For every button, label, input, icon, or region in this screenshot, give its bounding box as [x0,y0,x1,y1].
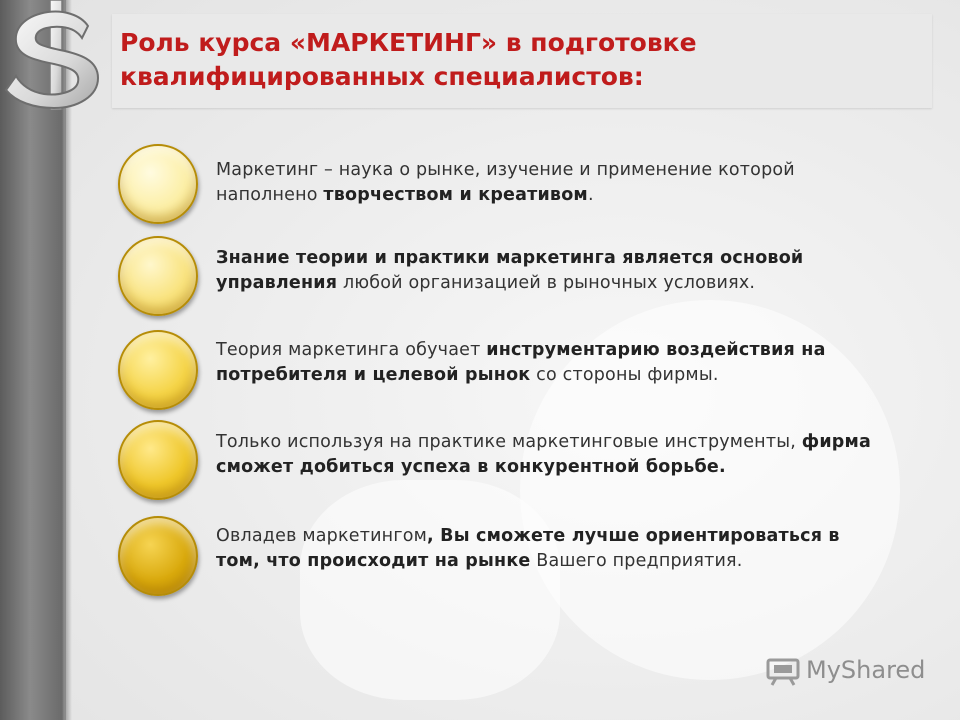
list-item [118,236,918,326]
watermark-logo [766,654,926,690]
bullet-circle-icon [118,420,198,500]
item-text [216,338,876,388]
item-text-bold: , Вы сможете лучше ориентироваться в том, что происходит на рынке [216,526,840,571]
list-item [118,420,918,510]
item-text-bold: фирма сможет добиться успеха в конкурентной борьбе. [216,432,872,477]
item-text [216,246,876,296]
dollar-sign-icon [0,0,110,110]
item-text [216,158,876,208]
item-text-part: Овладев маркетингом [216,526,428,546]
item-text-bold: Знание теории и практики маркетинга является основой управления [216,248,804,293]
item-text-bold: творчеством и креативом [323,185,588,205]
item-text-part: . [587,185,594,205]
item-text-part: любой организацией в рыночных условиях. [337,273,756,293]
bullet-circle-icon [118,516,198,596]
title-box [112,14,932,108]
item-text [216,524,876,574]
presentation-board-icon [766,658,800,686]
list-item [118,144,918,234]
watermark-text: MyShared [806,656,926,684]
bullet-circle-icon [118,144,198,224]
item-text-part: Только используя на практике маркетинговые инструменты, [216,432,802,452]
item-text-bold: инструментарию воздействия на потребителя и целевой рынок [216,340,826,385]
list-item [118,516,918,606]
bullet-circle-icon [118,330,198,410]
bullet-circle-icon [118,236,198,316]
list-item [118,330,918,420]
item-text-part: Вашего предприятия. [530,551,743,571]
item-text-part: Теория маркетинга обучает [216,340,487,360]
item-text-part: со стороны фирмы. [530,365,719,385]
item-text-part: Маркетинг – наука о рынке, изучение и применение которой наполнено [216,160,795,205]
slide-title: Роль курса «МАРКЕТИНГ» в подготовке квалифицированных специалистов: [120,28,697,91]
item-text [216,430,876,480]
